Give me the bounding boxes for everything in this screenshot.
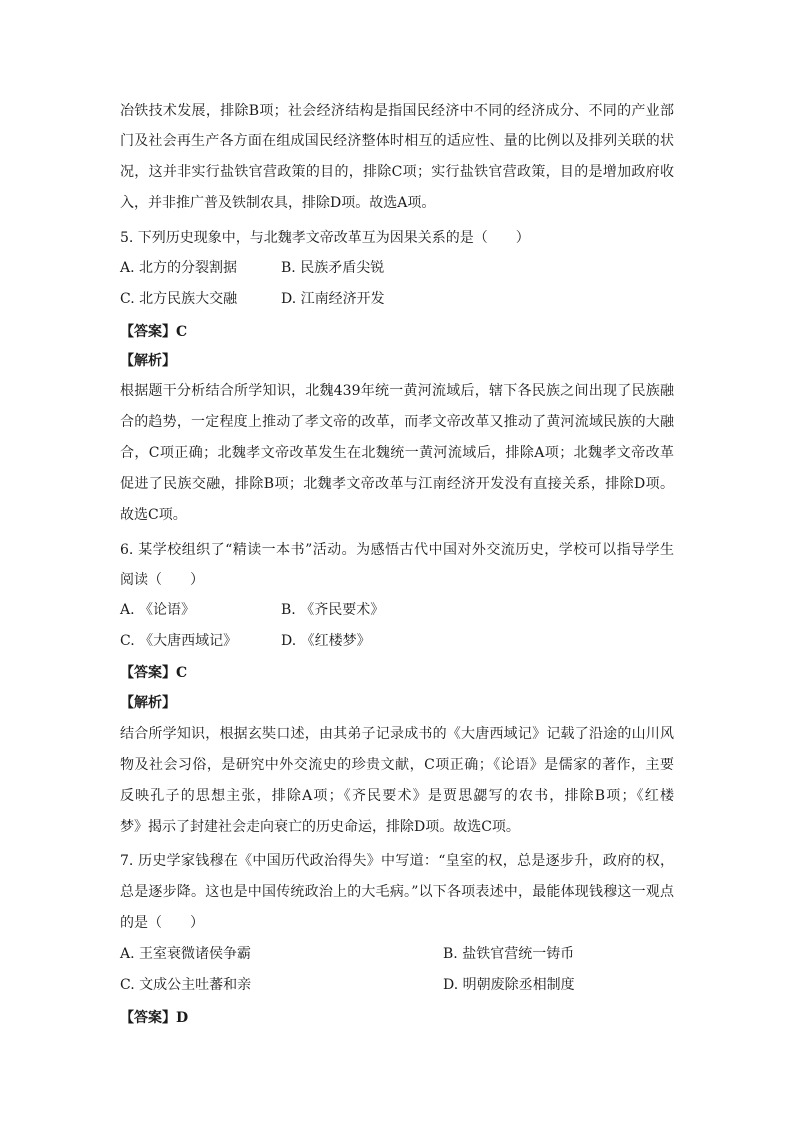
q7-option-d: D. 明朝废除丞相制度	[443, 977, 575, 993]
q6-option-c: C. 《大唐西域记》	[120, 633, 238, 649]
q5-analysis-line-2: 合的趋势，一定程度上推动了孝文帝的改革，而孝文帝改革又推动了黄河流域民族的大融	[120, 414, 674, 430]
intro-line-1: 冶铁技术发展，排除B项；社会经济结构是指国民经济中不同的经济成分、不同的产业部	[120, 103, 674, 119]
q7-stem-line-2: 总是逐步降。这也是中国传统政治上的大毛病。”以下各项表述中，最能体现钱穆这一观点	[120, 884, 674, 900]
q7-answer: 【答案】D	[120, 1010, 189, 1026]
q6-analysis-line-4: 梦》揭示了封建社会走向衰亡的历史命运，排除D项。故选C项。	[120, 819, 520, 835]
q5-option-c: C. 北方民族大交融	[120, 291, 238, 307]
q6-option-a: A. 《论语》	[120, 602, 196, 618]
q6-analysis-line-1: 结合所学知识，根据玄奘口述，由其弟子记录成书的《大唐西域记》记载了沿途的山川风	[120, 726, 674, 742]
q5-stem: 5. 下列历史现象中，与北魏孝文帝改革互为因果关系的是（ ）	[120, 230, 530, 246]
q5-option-b: B. 民族矛盾尖锐	[281, 260, 385, 276]
q6-stem-line-2: 阅读（ ）	[120, 572, 204, 588]
q6-option-d: D. 《红楼梦》	[281, 633, 371, 649]
q7-stem-line-3: 的是（ ）	[120, 915, 204, 931]
intro-line-4: 入，并非推广普及铁制农具，排除D项。故选A项。	[120, 195, 436, 211]
q5-option-d: D. 江南经济开发	[281, 291, 385, 307]
q7-option-c: C. 文成公主吐蕃和亲	[120, 977, 252, 993]
q5-answer: 【答案】C	[120, 324, 188, 340]
q6-analysis-title: 【解析】	[120, 695, 176, 711]
intro-line-3: 况，这并非实行盐铁官营政策的目的，排除C项；实行盐铁官营政策，目的是增加政府收	[120, 164, 674, 180]
q7-stem-line-1: 7. 历史学家钱穆在《中国历代政治得失》中写道：“皇室的权，总是逐步升，政府的权，	[120, 853, 674, 869]
q5-analysis-title: 【解析】	[120, 353, 176, 369]
intro-line-2: 门及社会再生产各方面在组成国民经济整体时相互的适应性、量的比例以及排列关联的状	[120, 133, 674, 149]
q5-analysis-line-3: 合，C项正确；北魏孝文帝改革发生在北魏统一黄河流域后，排除A项；北魏孝文帝改革	[120, 445, 674, 461]
q6-option-b: B. 《齐民要术》	[281, 602, 385, 618]
q7-option-a: A. 王室衰微诸侯争霸	[120, 946, 252, 962]
q7-option-b: B. 盐铁官营统一铸币	[443, 946, 575, 962]
q5-analysis-line-1: 根据题干分析结合所学知识，北魏439年统一黄河流域后，辖下各民族之间出现了民族融	[120, 383, 674, 399]
q6-analysis-line-3: 反映孔子的思想主张，排除A项；《齐民要术》是贾思勰写的农书，排除B项；《红楼	[120, 788, 674, 804]
q6-answer: 【答案】C	[120, 665, 188, 681]
q5-analysis-line-5: 故选C项。	[120, 507, 187, 523]
q6-stem-line-1: 6. 某学校组织了“精读一本书”活动。为感悟古代中国对外交流历史，学校可以指导学生	[120, 542, 674, 558]
q6-analysis-line-2: 物及社会习俗，是研究中外交流史的珍贵文献，C项正确；《论语》是儒家的著作，主要	[120, 757, 674, 773]
q5-analysis-line-4: 促进了民族交融，排除B项；北魏孝文帝改革与江南经济开发没有直接关系，排除D项。	[120, 476, 674, 492]
q5-option-a: A. 北方的分裂割据	[120, 260, 238, 276]
